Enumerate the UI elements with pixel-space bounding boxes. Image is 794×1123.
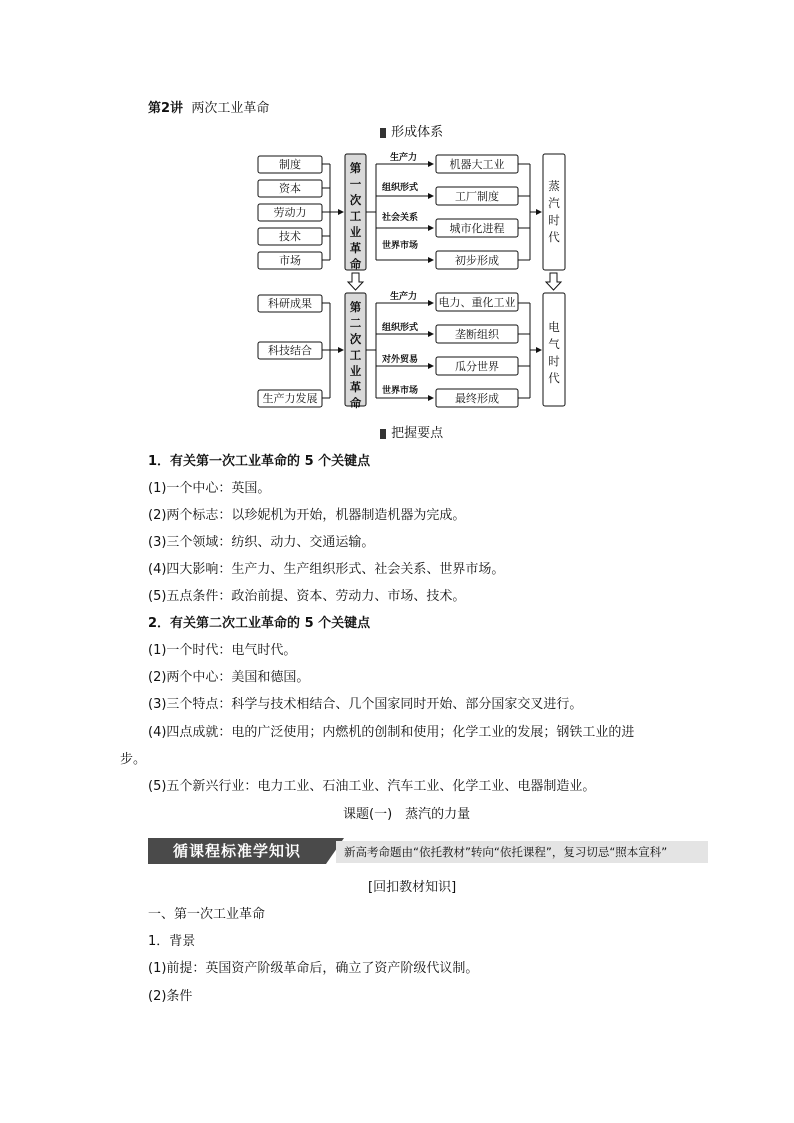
factor-top: 市场 xyxy=(279,254,301,267)
tail-line: 1．背景 xyxy=(148,934,196,949)
result-rev1: 机器大工业 xyxy=(449,158,505,171)
vertical-char: 汽 xyxy=(548,196,560,210)
result-rev2: 瓜分世界 xyxy=(455,360,499,373)
vertical-char: 一 xyxy=(349,177,362,191)
vertical-char: 代 xyxy=(548,230,560,244)
point-line: (4)四点成就：电的广泛使用；内燃机的创制和使用；化学工业的发展；钢铁工业的进 xyxy=(148,725,635,740)
vertical-char: 气 xyxy=(548,337,560,351)
vertical-char: 第 xyxy=(349,300,362,314)
vertical-char: 蒸 xyxy=(548,179,560,193)
vertical-char: 次 xyxy=(349,193,362,207)
section-banner xyxy=(148,838,708,864)
result-rev2: 垄断组织 xyxy=(455,328,499,341)
vertical-char: 命 xyxy=(349,257,362,271)
point-line: (3)三个领域：纺织、动力、交通运输。 xyxy=(148,535,375,550)
tail-line: (2)条件 xyxy=(148,989,193,1004)
branch-label-rev2: 生产力 xyxy=(390,292,418,302)
vertical-char: 电 xyxy=(548,320,560,334)
section-heading-keypoints: 把握要点 xyxy=(380,422,443,441)
revolution-1-label xyxy=(349,161,362,271)
vertical-char: 业 xyxy=(349,364,362,378)
factor-top: 技术 xyxy=(279,230,301,243)
factor-top: 制度 xyxy=(279,158,301,171)
result-rev1: 城市化进程 xyxy=(449,222,505,235)
point-line: (1)一个中心：英国。 xyxy=(148,481,271,496)
point-line: (5)五点条件：政治前提、资本、劳动力、市场、技术。 xyxy=(148,589,466,604)
result-rev2: 电力、重化工业 xyxy=(438,296,516,309)
factor-top: 资本 xyxy=(279,182,301,195)
section-icon xyxy=(380,128,386,138)
vertical-char: 时 xyxy=(548,354,560,368)
vertical-char: 革 xyxy=(349,380,362,394)
banner-title: 循课程标准学知识 xyxy=(148,838,326,864)
point-line: (5)五个新兴行业：电力工业、石油工业、汽车工业、化学工业、电器制造业。 xyxy=(148,779,596,794)
result-rev1: 工厂制度 xyxy=(455,190,499,203)
vertical-char: 命 xyxy=(349,396,362,410)
lesson-number: 第2讲 xyxy=(148,101,184,116)
heading-second-revolution: 2．有关第二次工业革命的 5 个关键点 xyxy=(148,616,371,631)
structure-diagram xyxy=(250,148,580,412)
factor-top: 劳动力 xyxy=(273,206,307,219)
point-line: (3)三个特点：科学与技术相结合、几个国家同时开始、部分国家交叉进行。 xyxy=(148,697,583,712)
section-heading-structure: 形成体系 xyxy=(380,121,443,140)
branch-label-rev1: 生产力 xyxy=(390,153,418,163)
branch-label-rev2: 世界市场 xyxy=(382,386,419,396)
vertical-char: 业 xyxy=(349,225,362,239)
factor-bottom: 生产力发展 xyxy=(262,392,318,405)
point-line-continued: 步。 xyxy=(120,752,147,767)
result-rev1: 初步形成 xyxy=(455,254,499,267)
factor-bottom: 科研成果 xyxy=(268,297,312,310)
topic-title: 课题(一) 蒸汽的力量 xyxy=(343,807,471,822)
lesson-title-text: 两次工业革命 xyxy=(191,101,270,116)
point-line: (2)两个标志：以珍妮机为开始，机器制造机器为完成。 xyxy=(148,508,466,523)
result-rev2: 最终形成 xyxy=(455,392,499,405)
branch-label-rev2: 对外贸易 xyxy=(382,355,419,365)
tail-line: (1)前提：英国资产阶级革命后，确立了资产阶级代议制。 xyxy=(148,961,479,976)
heading-first-revolution: 1．有关第一次工业革命的 5 个关键点 xyxy=(148,454,371,469)
branch-label-rev1: 社会关系 xyxy=(382,213,419,223)
vertical-char: 时 xyxy=(548,213,560,227)
point-line: (1)一个时代：电气时代。 xyxy=(148,643,297,658)
vertical-char: 工 xyxy=(349,348,362,362)
vertical-char: 第 xyxy=(349,161,362,175)
branch-label-rev1: 组织形式 xyxy=(382,183,419,193)
banner-subtitle: 新高考命题由“依托教材”转向“依托课程”，复习切忌“照本宣科” xyxy=(336,841,708,863)
section-icon xyxy=(380,429,386,439)
branch-label-rev2: 组织形式 xyxy=(382,323,419,333)
point-line: (4)四大影响：生产力、生产组织形式、社会关系、世界市场。 xyxy=(148,562,505,577)
vertical-char: 革 xyxy=(349,241,362,255)
vertical-char: 代 xyxy=(548,371,560,385)
vertical-char: 工 xyxy=(349,209,362,223)
revolution-2-label xyxy=(349,300,362,410)
tail-line: 一、第一次工业革命 xyxy=(148,907,266,922)
branch-label-rev1: 世界市场 xyxy=(382,241,419,251)
lesson-title xyxy=(148,97,269,116)
recall-heading: [回扣教材知识] xyxy=(368,880,457,895)
vertical-char: 次 xyxy=(349,332,362,346)
point-line: (2)两个中心：美国和德国。 xyxy=(148,670,310,685)
factor-bottom: 科技结合 xyxy=(268,344,312,357)
vertical-char: 二 xyxy=(349,316,362,330)
